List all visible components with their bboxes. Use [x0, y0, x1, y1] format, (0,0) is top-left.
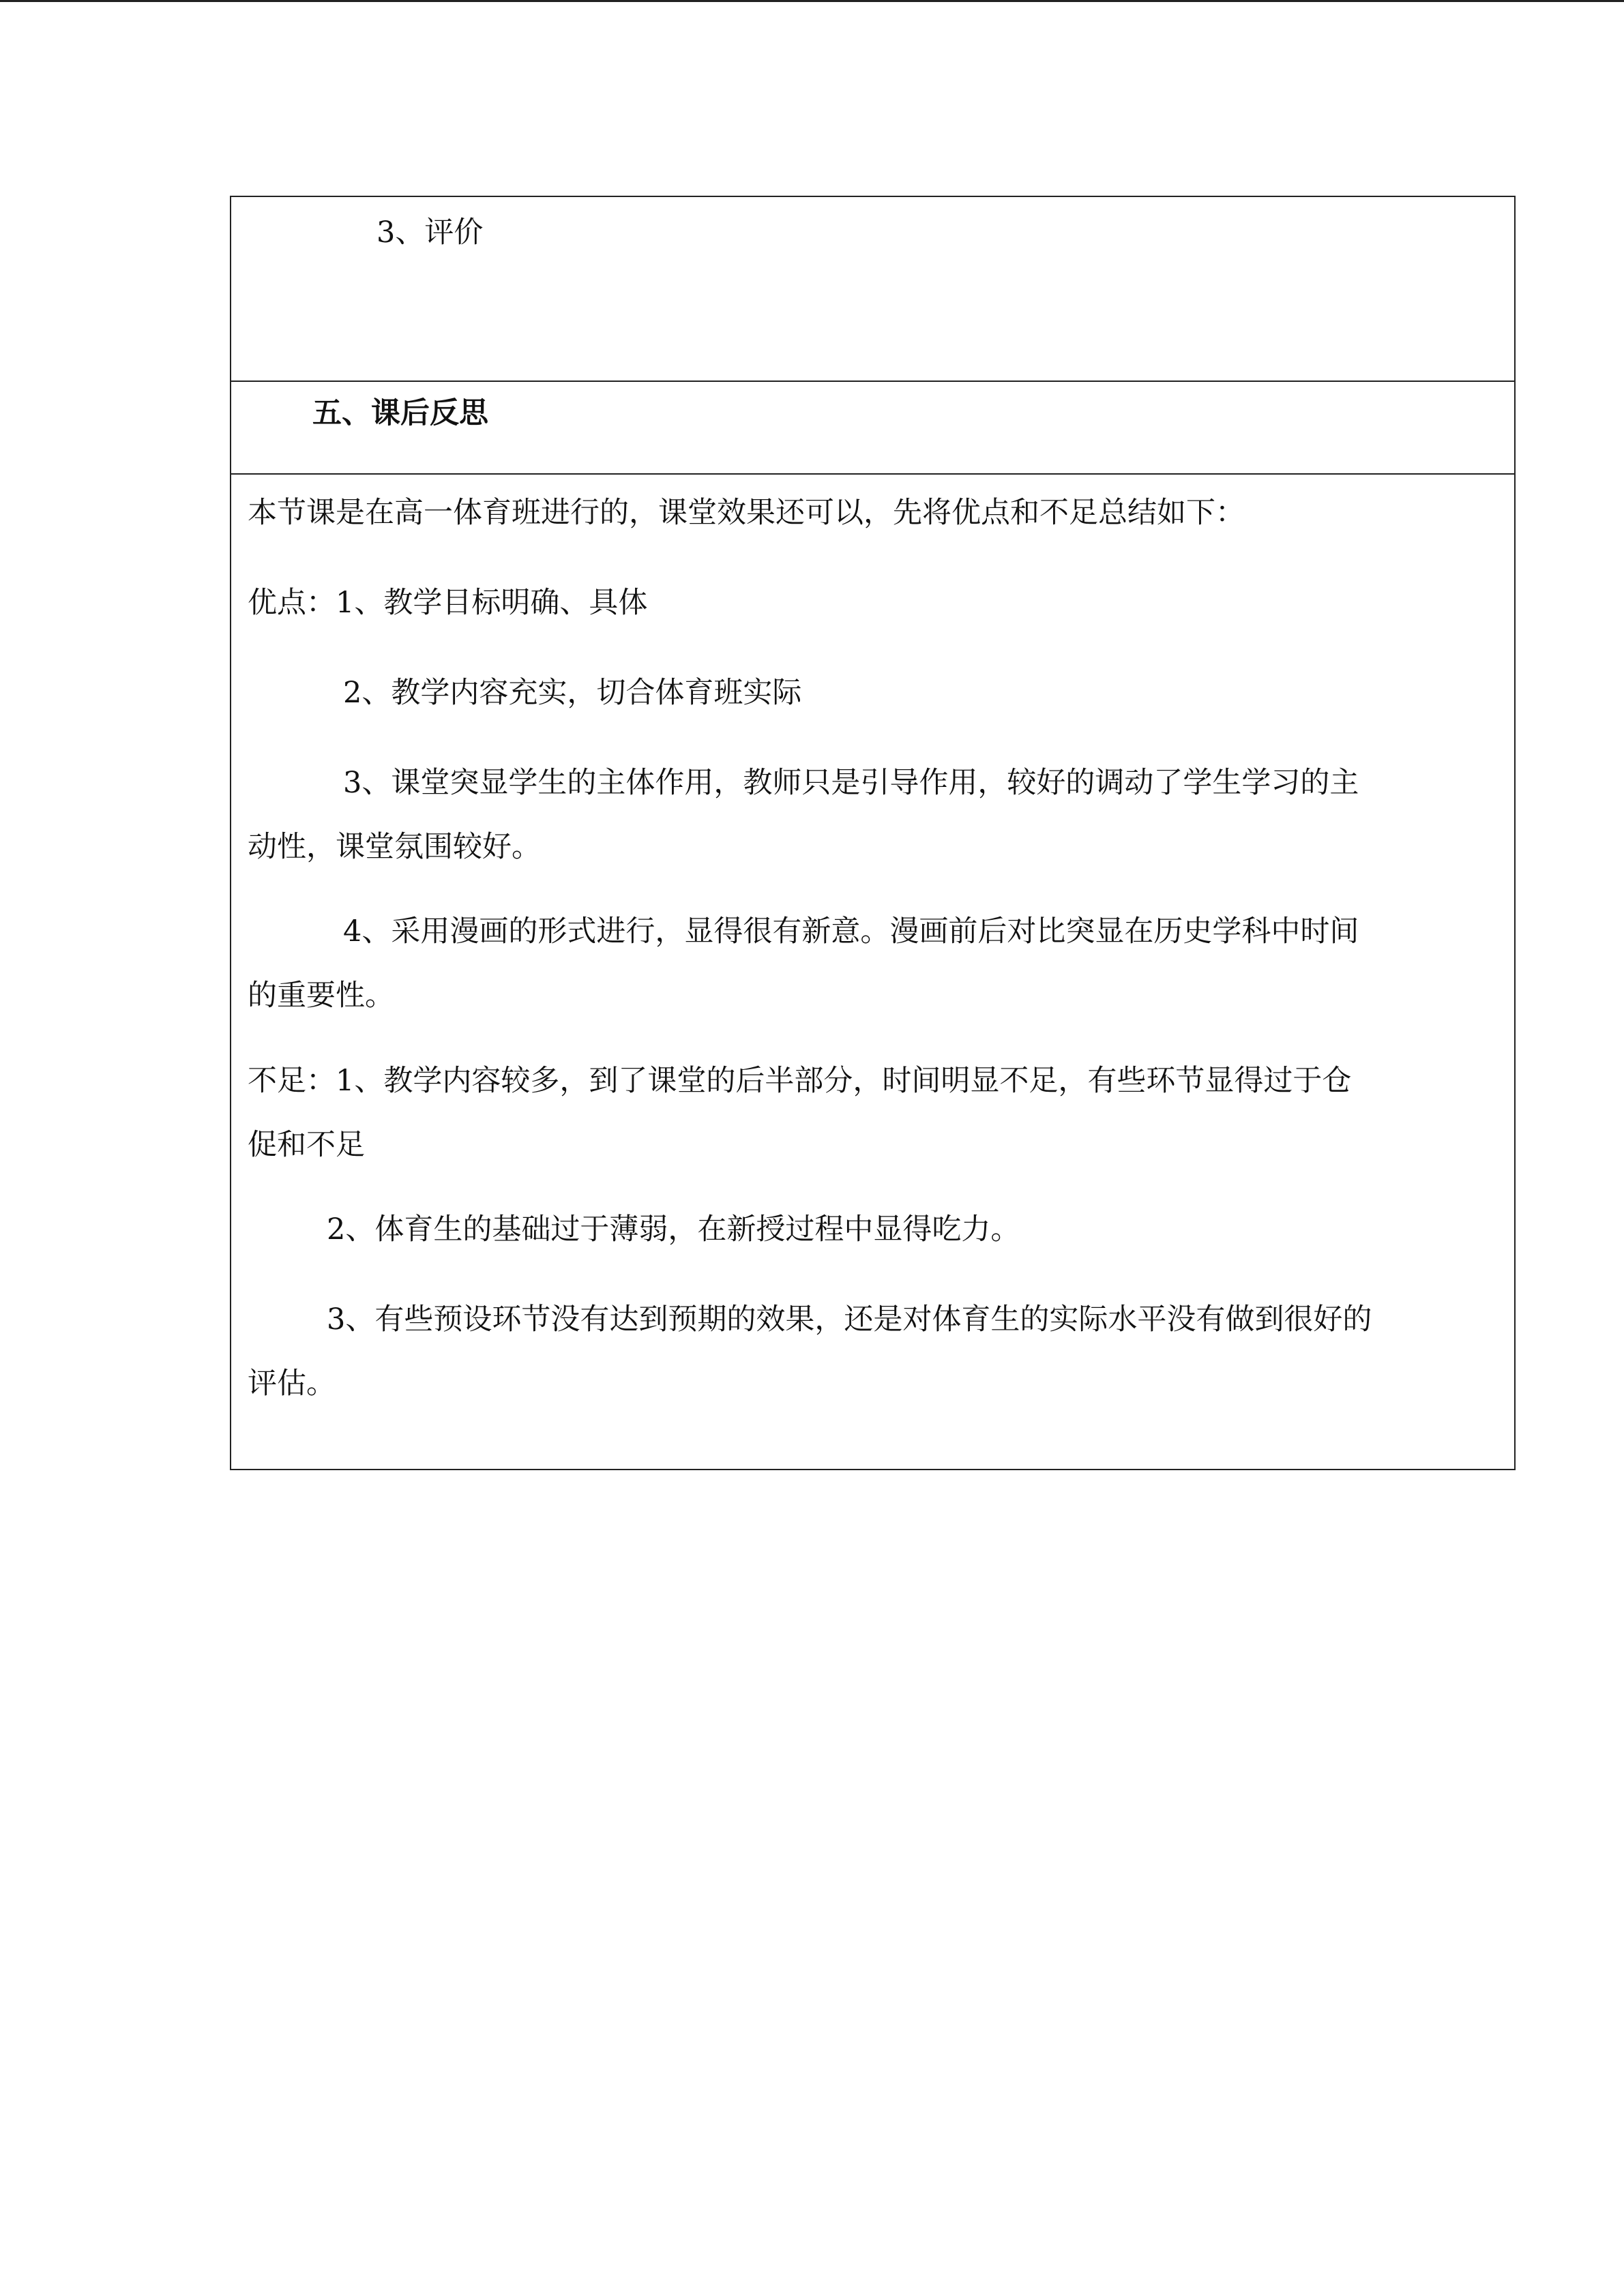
weakness-3-line1: 3、有些预设环节没有达到预期的效果，还是对体育生的实际水平没有做到很好的: [327, 1302, 1372, 1337]
weakness-1-line1: 不足：1、教学内容较多，到了课堂的后半部分，时间明显不足，有些环节显得过于仓: [248, 1064, 1352, 1098]
weakness-2: 2、体育生的基础过于薄弱，在新授过程中显得吃力。: [327, 1212, 1020, 1247]
reflection-intro: 本节课是在高一体育班进行的，课堂效果还可以，先将优点和不足总结如下：: [248, 496, 1245, 530]
strength-4-line2: 的重要性。: [248, 979, 394, 1013]
section-heading: 五、课后反思: [312, 396, 488, 430]
weakness-3-line2: 评估。: [248, 1367, 336, 1401]
weakness-1-line2: 促和不足: [248, 1128, 365, 1162]
reflection-body-row: [231, 475, 1514, 1469]
strength-4-line1: 4、采用漫画的形式进行，显得很有新意。漫画前后对比突显在历史学科中时间: [343, 914, 1359, 949]
lesson-plan-table: [230, 196, 1516, 1470]
strength-3-line2: 动性，课堂氛围较好。: [248, 830, 541, 864]
evaluation-row: [231, 197, 1514, 382]
reflection-heading-row: [231, 382, 1514, 475]
strength-3-line1: 3、课堂突显学生的主体作用，教师只是引导作用，较好的调动了学生学习的主: [343, 766, 1359, 800]
evaluation-item: 3、评价: [377, 215, 484, 250]
page-top-border: [0, 0, 1624, 2]
strengths-line: 优点：1、教学目标明确、具体: [248, 586, 648, 620]
strength-2: 2、教学内容充实，切合体育班实际: [343, 676, 802, 710]
